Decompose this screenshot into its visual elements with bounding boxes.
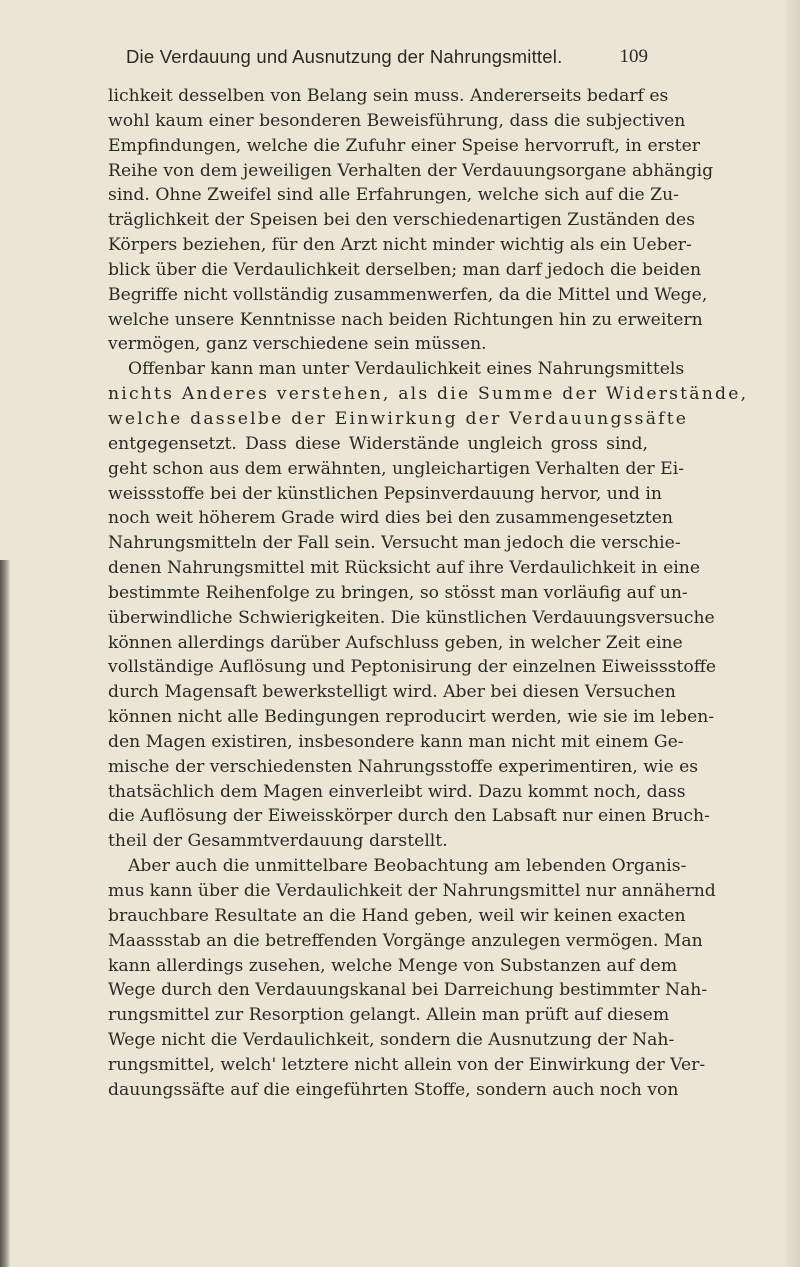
text-line: brauchbare Resultate an die Hand geben, weil wir keinen exacten (108, 905, 686, 926)
text-line: entgegensetzt. Dass diese Widerstände ungleich gross sind, (108, 433, 648, 454)
text-line: geht schon aus dem erwähnten, ungleichartigen Verhalten der Ei- (108, 458, 685, 479)
text-line: können nicht alle Bedingungen reproducirt werden, wie sie im leben- (108, 707, 715, 728)
text-line: kann allerdings zusehen, welche Menge von Substanzen auf dem (108, 955, 678, 976)
text-line: Nahrungsmitteln der Fall sein. Versucht man jedoch die verschie- (108, 533, 681, 554)
text-line: vollständige Auflösung und Peptonisirung der einzelnen Eiweissstoffe (108, 657, 717, 678)
text-line: bestimmte Reihenfolge zu bringen, so stösst man vorläufig auf un- (108, 582, 688, 603)
text-line: mische der verschiedensten Nahrungsstoffe experimentiren, wie es (108, 756, 699, 777)
text-line: lichkeit desselben von Belang sein muss. Andererseits bedarf es (108, 86, 669, 106)
text-line: Wege nicht die Verdaulichkeit, sondern die Ausnutzung der Nah- (108, 1030, 675, 1051)
text-line: Körpers beziehen, für den Arzt nicht minder wichtig als ein Ueber- (108, 235, 692, 256)
running-title: Die Verdauung und Ausnutzung der Nahrungsmittel. (126, 46, 563, 67)
text-line: rungsmittel zur Resorption gelangt. Allein man prüft auf diesem (108, 1005, 670, 1026)
text-line: träglichkeit der Speisen bei den verschiedenartigen Zuständen des (108, 210, 696, 231)
text-line: thatsächlich dem Magen einverleibt wird. Dazu kommt noch, dass (108, 781, 686, 802)
text-line: blick über die Verdaulichkeit derselben; man darf jedoch die beiden (108, 259, 702, 280)
text-line: Reihe von dem jeweiligen Verhalten der Verdauungsorgane abhängig (108, 160, 714, 181)
text-line: Maassstab an die betreffenden Vorgänge anzulegen vermögen. Man (108, 930, 703, 951)
text-line: wohl kaum einer besonderen Beweisführung, dass die subjectiven (108, 110, 686, 131)
text-line: Aber auch die unmittelbare Beobachtung am lebenden Organis- (128, 856, 687, 877)
text-line: Begriffe nicht vollständig zusammenwerfen, da die Mittel und Wege, (108, 284, 708, 305)
text-line: welche unsere Kenntnisse nach beiden Richtungen hin zu erweitern (108, 309, 703, 330)
text-line: dauungssäfte auf die eingeführten Stoffe, sondern auch noch von (108, 1079, 679, 1100)
page-edge-shadow (0, 560, 10, 1267)
text-line: Offenbar kann man unter Verdaulichkeit eines Nahrungsmittels (128, 359, 685, 380)
text-line: welche dasselbe der Einwirkung der Verdauungssäfte (108, 408, 689, 429)
text-line: denen Nahrungsmittel mit Rücksicht auf ihre Verdaulichkeit in eine (108, 558, 701, 579)
page-number: 109 (619, 46, 648, 67)
text-line: Empfindungen, welche die Zufuhr einer Speise hervorruft, in erster (108, 135, 700, 156)
text-line: sind. Ohne Zweifel sind alle Erfahrungen, welche sich auf die Zu- (108, 185, 679, 206)
text-line: mus kann über die Verdaulichkeit der Nahrungsmittel nur annähernd (108, 881, 716, 901)
text-line: den Magen existiren, insbesondere kann man nicht mit einem Ge- (108, 731, 684, 752)
text-line: noch weit höherem Grade wird dies bei den zusammengesetzten (108, 508, 673, 529)
text-line: überwindliche Schwierigkeiten. Die künstlichen Verdauungsversuche (108, 607, 715, 628)
text-line: Wege durch den Verdauungskanal bei Darreichung bestimmter Nah- (108, 980, 708, 1001)
text-line: können allerdings darüber Aufschluss geben, in welcher Zeit eine (108, 632, 683, 653)
text-line: rungsmittel, welch' letztere nicht allein von der Einwirkung der Ver- (108, 1054, 706, 1075)
page-edge-right (786, 0, 800, 1267)
text-line: theil der Gesammtverdauung darstellt. (108, 831, 448, 852)
text-line: durch Magensaft bewerkstelligt wird. Aber bei diesen Versuchen (108, 682, 676, 703)
text-line: vermögen, ganz verschiedene sein müssen. (108, 334, 487, 355)
running-head (108, 46, 648, 76)
text-line: nichts Anderes verstehen, als die Summe der Widerstände, (108, 384, 749, 405)
text-line: weissstoffe bei der künstlichen Pepsinverdauung hervor, und in (108, 483, 662, 504)
body-text (108, 84, 749, 1103)
text-line: die Auflösung der Eiweisskörper durch den Labsaft nur einen Bruch- (108, 806, 710, 827)
